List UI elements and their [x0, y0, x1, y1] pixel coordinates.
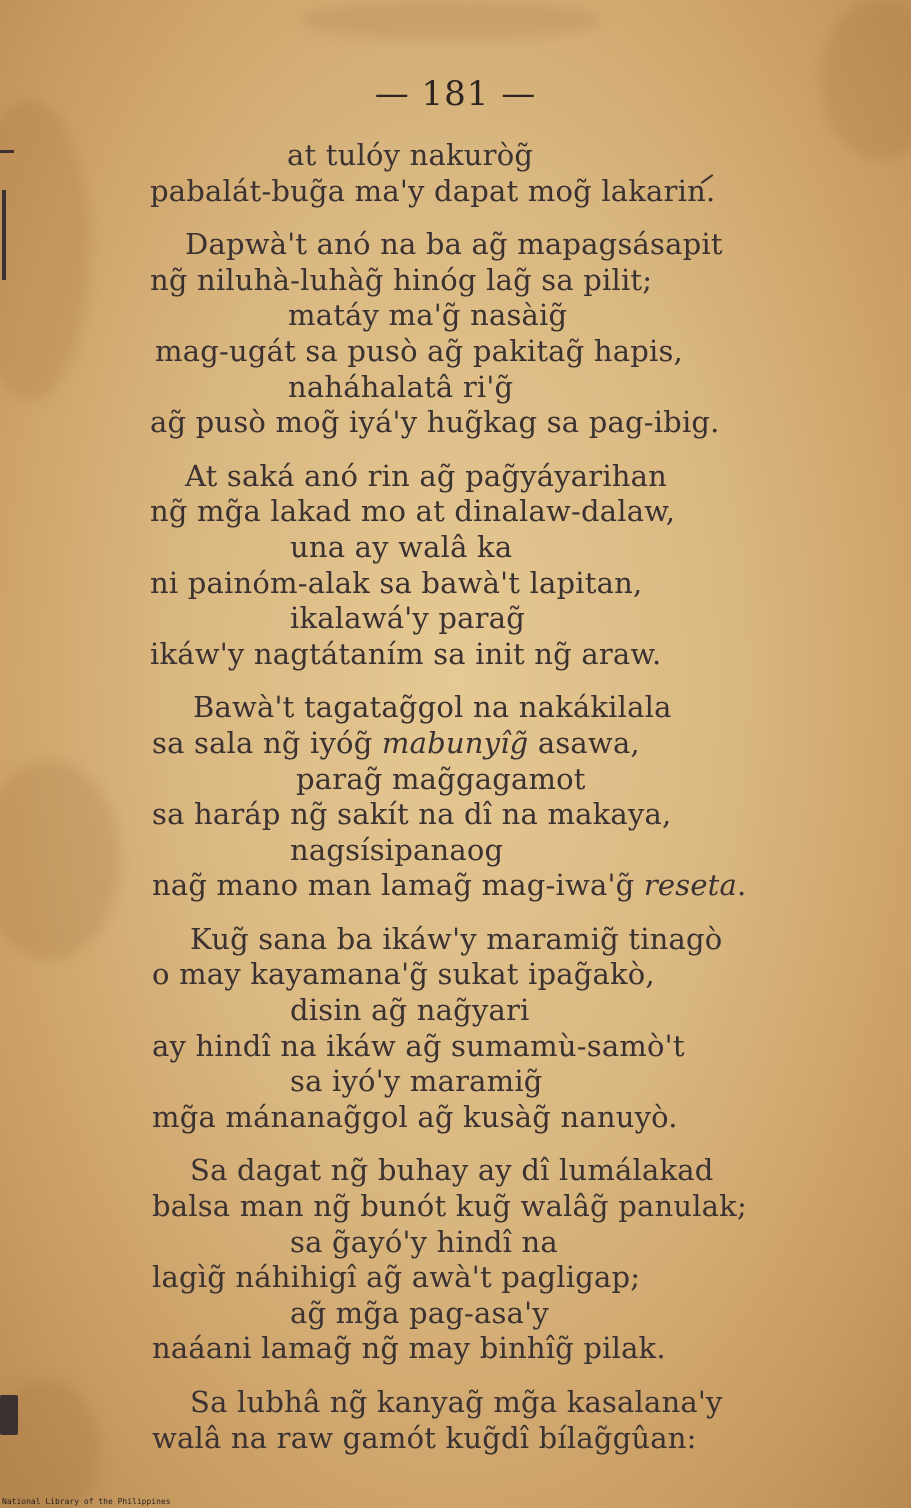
poem-line: ikáw'y nagtátaním sa init ng̃ araw. [150, 636, 662, 671]
poem-line: balsa man ng̃ bunót kug̃ walâg̃ panulak; [152, 1189, 747, 1224]
stanza [0, 1153, 911, 1367]
poem-line: ni painóm-alak sa bawà't lapitan, [150, 565, 643, 600]
poem-line: at tulóy nakuròg̃ [287, 138, 534, 172]
poem-line: ay hindî na ikáw ag̃ sumamù-samò't [152, 1028, 685, 1063]
poem-line: o may kayamana'g̃ sukat ipag̃akò, [152, 957, 655, 992]
poem-line: Sa lubhâ ng̃ kanyag̃ mg̃a kasalana'y [190, 1385, 723, 1419]
poem-line: matáy ma'g̃ nasàig̃ [288, 298, 568, 333]
poem-line: ng̃ niluhà-luhàg̃ hinóg lag̃ sa pilit; [150, 262, 653, 297]
poem-line: naáani lamag̃ ng̃ may binhîg̃ pilak. [152, 1331, 666, 1366]
page-number: — 181 — [374, 74, 537, 114]
poem-line: sa sala ng̃ iyóg̃ mabunyîg̃ asawa, [152, 725, 640, 760]
poem-line: Bawà't tagatag̃gol na nakákilala [193, 690, 672, 725]
poem-line: disin ag̃ nag̃yari [290, 993, 530, 1028]
poem-line: ikalawá'y parag̃ [290, 601, 525, 636]
poem-line: Sa dagat ng̃ buhay ay dî lumálakad [190, 1153, 714, 1188]
poem-line: sa g̃ayó'y hindî na [290, 1224, 558, 1259]
stanza [0, 690, 911, 904]
poem-line: una ay walâ ka [290, 529, 513, 564]
poem-body [0, 138, 911, 1474]
poem-line: walâ na raw gamót kug̃dî bílag̃gûan: [152, 1420, 697, 1455]
stanza [0, 1385, 911, 1456]
poem-line: mg̃a mánanag̃gol ag̃ kusàg̃ nanuyò. [152, 1099, 678, 1134]
poem-line: Kug̃ sana ba ikáw'y maramig̃ tinagò [190, 921, 723, 956]
poem-line: nag̃ mano man lamag̃ mag-iwa'g̃ reseta. [152, 868, 747, 903]
poem-line: ng̃ mg̃a lakad mo at dinalaw-dalaw, [150, 494, 676, 529]
poem-line: At saká anó rin ag̃ pag̃yáyarihan [185, 458, 668, 493]
poem-line: sa haráp ng̃ sakít na dî na makaya, [152, 797, 672, 832]
poem-line: nagsísipanaog [290, 832, 504, 867]
poem-line: pabalát-bug̃a ma'y dapat mog̃ lakarin. [150, 173, 716, 208]
stanza [0, 138, 911, 209]
poem-line: ag̃ mg̃a pag-asa'y [290, 1295, 549, 1330]
library-credit: National Library of the Philippines [2, 1497, 171, 1506]
stanza [0, 227, 911, 441]
poem-line: naháhalatâ ri'g̃ [288, 369, 514, 404]
stanza [0, 922, 911, 1136]
poem-line: sa iyó'y maramig̃ [290, 1064, 543, 1099]
poem-line: mag-ugát sa pusò ag̃ pakitag̃ hapis, [155, 333, 683, 368]
poem-line: parag̃ mag̃gagamot [296, 761, 586, 796]
poem-line: ag̃ pusò mog̃ iyá'y hug̃kag sa pag-ibig. [150, 405, 720, 440]
poem-line: lagìg̃ náhihigî ag̃ awà't pagligap; [152, 1260, 641, 1295]
paper-stain [300, 0, 600, 40]
stanza [0, 459, 911, 673]
poem-line: Dapwà't anó na ba ag̃ mapagsásapit [185, 227, 723, 262]
